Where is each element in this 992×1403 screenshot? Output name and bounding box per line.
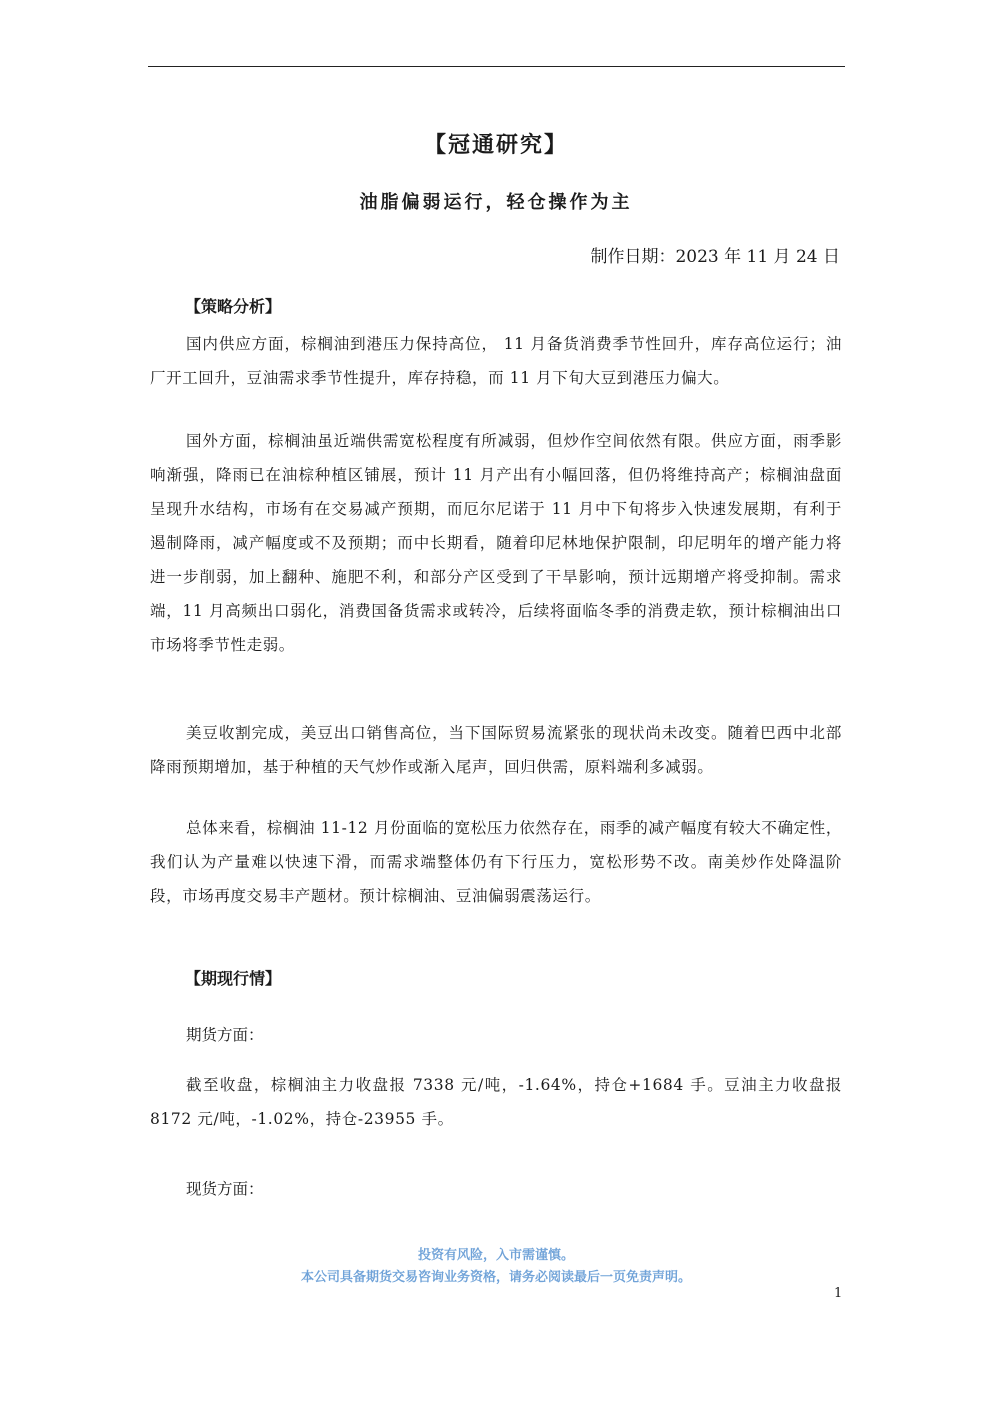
strategy-paragraph-domestic: 国内供应方面，棕榈油到港压力保持高位， 11 月备货消费季节性回升，库存高位运行；油厂开工回升，豆油需求季节性提升，库存持稳，而 11 月下旬大豆到港压力偏大。: [150, 335, 842, 387]
report-date: 制作日期：2023 年 11 月 24 日: [590, 247, 840, 267]
strategy-paragraph-overseas: 国外方面，棕榈油虽近端供需宽松程度有所减弱，但炒作空间依然有限。供应方面，雨季影响渐强，降雨已在油棕种植区铺展，预计 11 月产出有小幅回落，但仍将维持高产；棕榈油盘面呈现升水结构，市场有在交易减产预期，而厄尔尼诺于 11 月中下旬将步入快速发展期，有利于遏制降雨，减产幅度或不及预期；而中长期看，随着印尼林地保护限制，印尼明年的增产能力将进一步削弱，加上翻种、施肥不利，和部分产区受到了干旱影响，预计远期增产将受抑制。需求端，11 月高频出口弱化，消费国备货需求或转冷，后续将面临冬季的消费走软，预计棕榈油出口市场将季节性走弱。: [150, 432, 842, 654]
disclaimer-notice: 本公司具备期货交易咨询业务资格，请务必阅读最后一页免责声明。: [300, 1270, 691, 1285]
strategy-paragraph-us-soy: 美豆收割完成，美豆出口销售高位，当下国际贸易流紧张的现状尚未改变。随着巴西中北部降雨预期增加，基于种植的天气炒作或渐入尾声，回归供需，原料端利多减弱。: [150, 724, 842, 776]
strategy-heading: 【策略分析】: [185, 297, 282, 316]
page-number: 1: [834, 1286, 843, 1301]
risk-warning: 投资有风险，入市需谨慎。: [417, 1248, 574, 1263]
market-heading: 【期现行情】: [185, 969, 282, 988]
spot-label: 现货方面：: [186, 1180, 264, 1198]
report-title: 油脂偏弱运行，轻仓操作为主: [359, 192, 633, 213]
brand-heading: 【冠通研究】: [423, 132, 568, 158]
strategy-paragraph-summary: 总体来看，棕榈油 11-12 月份面临的宽松压力依然存在，雨季的减产幅度有较大不确定性，我们认为产量难以快速下滑，而需求端整体仍有下行压力，宽松形势不改。南美炒作处降温阶段，市场再度交易丰产题材。预计棕榈油、豆油偏弱震荡运行。: [150, 819, 842, 905]
futures-paragraph: 截至收盘，棕榈油主力收盘报 7338 元/吨，-1.64%，持仓+1684 手。豆油主力收盘报 8172 元/吨，-1.02%，持仓-23955 手。: [150, 1076, 842, 1128]
futures-label: 期货方面：: [186, 1026, 264, 1044]
header-rule: [148, 66, 845, 67]
